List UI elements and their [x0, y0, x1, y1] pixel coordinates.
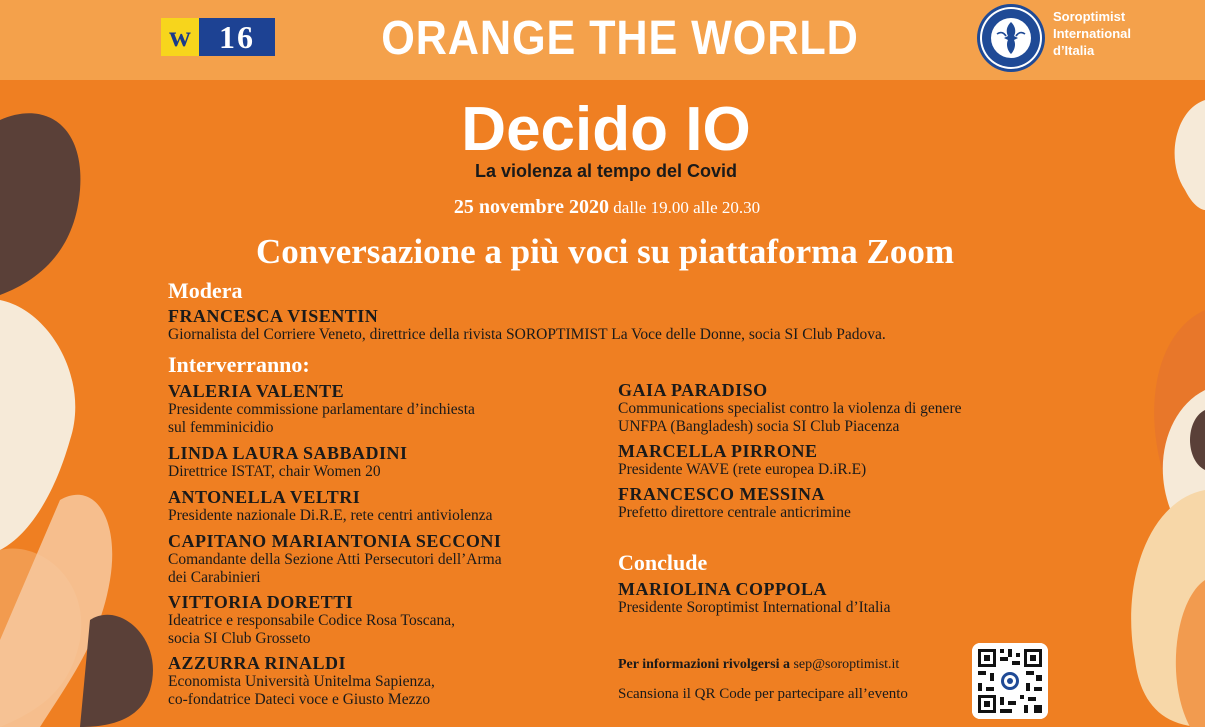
info-email[interactable]: sep@soroptimist.it	[793, 657, 900, 672]
speaker-name: FRANCESCO MESSINA	[618, 484, 826, 504]
w16-logo-number: 16	[199, 18, 275, 56]
speaker-role-line: Presidente nazionale Di.R.E, rete centri antiviolenza	[168, 507, 493, 524]
qr-code-icon[interactable]	[972, 643, 1048, 719]
speaker-name: MARCELLA PIRRONE	[618, 441, 818, 461]
moderator-name: FRANCESCA VISENTIN	[168, 306, 379, 326]
event-date: 25 novembre 2020	[453, 196, 610, 218]
speaker-role-line: UNFPA (Bangladesh) socia SI Club Piacenza	[618, 418, 900, 435]
speaker-name: VITTORIA DORETTI	[168, 592, 354, 612]
speaker-entry	[168, 382, 598, 437]
speaker-name: VALERIA VALENTE	[168, 381, 345, 401]
moderator-heading: Modera	[168, 278, 243, 303]
speaker-entry	[618, 381, 1058, 436]
org-line-3: d’Italia	[1053, 43, 1095, 58]
moderator-entry	[168, 307, 1048, 344]
speaker-role-line: Presidente WAVE (rete europea D.iR.E)	[618, 461, 867, 478]
closing-heading: Conclude	[618, 550, 708, 575]
org-line-1: Soroptimist	[1053, 9, 1126, 24]
speaker-entry	[168, 488, 598, 525]
speaker-role-line: Direttrice ISTAT, chair Women 20	[168, 463, 381, 480]
speaker-role-line: Comandante della Sezione Atti Persecutori dell’Arma	[168, 551, 502, 568]
speaker-name: CAPITANO MARIANTONIA SECCONI	[168, 531, 502, 551]
speaker-name: AZZURRA RINALDI	[168, 653, 347, 673]
w16-logo	[161, 18, 275, 56]
event-time: dalle 19.00 alle 20.30	[613, 198, 761, 217]
speaker-role-line: co-fondatrice Dateci voce e Giusto Mezzo	[168, 691, 431, 708]
speaker-role-line: socia SI Club Grosseto	[168, 630, 311, 647]
speaker-role-line: Communications specialist contro la violenza di genere	[618, 400, 962, 417]
speaker-entry	[168, 654, 598, 709]
event-date-line	[300, 195, 914, 220]
soroptimist-seal-icon	[975, 2, 1047, 74]
speakers-heading: Interverranno:	[168, 352, 310, 377]
speaker-role-line: dei Carabinieri	[168, 569, 261, 586]
info-line	[618, 655, 899, 675]
top-banner	[0, 0, 1205, 80]
speaker-role-line: Prefetto direttore centrale anticrimine	[618, 504, 851, 521]
info-label: Per informazioni rivolgersi a	[618, 657, 790, 672]
closing-name: MARIOLINA COPPOLA	[618, 579, 828, 599]
closing-role: Presidente Soroptimist International d’Italia	[618, 599, 891, 616]
speaker-entry	[618, 442, 1048, 479]
org-line-2: International	[1053, 26, 1132, 41]
speaker-name: ANTONELLA VELTRI	[168, 487, 361, 507]
event-headline: Conversazione a più voci su piattaforma Zoom	[255, 232, 955, 271]
w16-logo-letter: w	[161, 18, 199, 56]
moderator-role: Giornalista del Corriere Veneto, direttrice della rivista SOROPTIMIST La Voce delle Donne, socia SI Club Padova.	[168, 326, 886, 343]
event-subtitle: La violenza al tempo del Covid	[474, 161, 738, 181]
speaker-role-line: Presidente commissione parlamentare d’inchiesta	[168, 401, 475, 418]
speaker-entry	[168, 593, 598, 648]
closing-entry	[618, 580, 1048, 617]
speaker-role-line: sul femminicidio	[168, 419, 274, 436]
speaker-name: GAIA PARADISO	[618, 380, 768, 400]
banner-title: ORANGE THE WORLD	[381, 12, 859, 65]
speaker-name: LINDA LAURA SABBADINI	[168, 443, 408, 463]
speaker-entry	[168, 444, 598, 481]
soroptimist-name	[1053, 8, 1131, 59]
scan-instructions: Scansiona il QR Code per partecipare all’evento	[618, 686, 908, 702]
speaker-role-line: Economista Università Unitelma Sapienza,	[168, 673, 435, 690]
speaker-role-line: Ideatrice e responsabile Codice Rosa Toscana,	[168, 612, 455, 629]
speaker-entry	[618, 485, 1048, 522]
event-title: Decido IO	[461, 95, 751, 164]
speaker-entry	[168, 532, 608, 587]
